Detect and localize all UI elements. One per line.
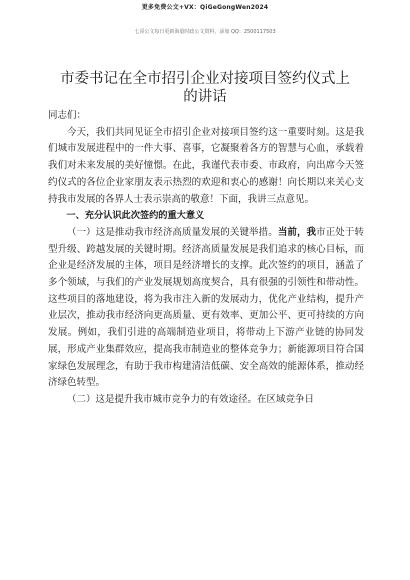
watermark-banner: 更多免费公文+VX：QiGeGongWen2024 bbox=[141, 4, 269, 11]
point-1-body: 市正处于转型升级、跨越发展的关键时期。经济高质量发展是我们追求的核心目标，而企业是经济发展的主体，项目是经济增长的支撑。此次签约的项目，涵盖了多个领域，与我们的产业发展规划高度契合，具有很强的引领性和带动性。这些项目的落地建设，将为我市注入新的发展动力，优化产业结构，提升产业层次，推动我市经济向更高质量、更有效率、更加公平、更可持续的方向发展。例如，我们引进的高端制造业项目，将带动上下游产业链的协同发展，形成产业集群效应，提高我市制造业的整体竞争力；新能源项目符合国家绿色发展理念，有助于我市构建清洁低碳、安全高效的能源体系，推动经济绿色转型。 bbox=[48, 226, 364, 389]
paragraph-point-1 bbox=[48, 225, 364, 392]
salutation: 同志们： bbox=[48, 110, 87, 121]
point-1-bold: 当前，我 bbox=[277, 226, 317, 238]
document-title: 市委书记在全市招引企业对接项目签约仪式上的讲话 bbox=[60, 71, 350, 105]
point-1-lead: （一）这是推动我市经济高质量发展的关键举措。 bbox=[67, 226, 278, 238]
watermark-subbanner: 七哥公文每日更新海量时政公文资料，添加 QQ：2500117503 bbox=[134, 29, 276, 35]
section-heading-1: 一、充分认识此次签约的重大意义 bbox=[66, 210, 205, 222]
document-body bbox=[48, 108, 364, 409]
paragraph-opening: 今天，我们共同见证全市招引企业对接项目签约这一重要时刻。这是我们城市发展进程中的一件大事、喜事，它凝聚着各方的智慧与心血，承载着我们对未来发展的美好憧憬。在此，我谨代表市委、市政府，向出席今天签约仪式的各位企业家朋友表示热烈的欢迎和衷心的感谢！向长期以来关心支持我市发展的各界人士表示崇高的敬意！下面，我讲三点意见。 bbox=[48, 126, 364, 205]
paragraph-point-2: （二）这是提升我市城市竞争力的有效途径。在区域竞争日 bbox=[67, 393, 315, 405]
